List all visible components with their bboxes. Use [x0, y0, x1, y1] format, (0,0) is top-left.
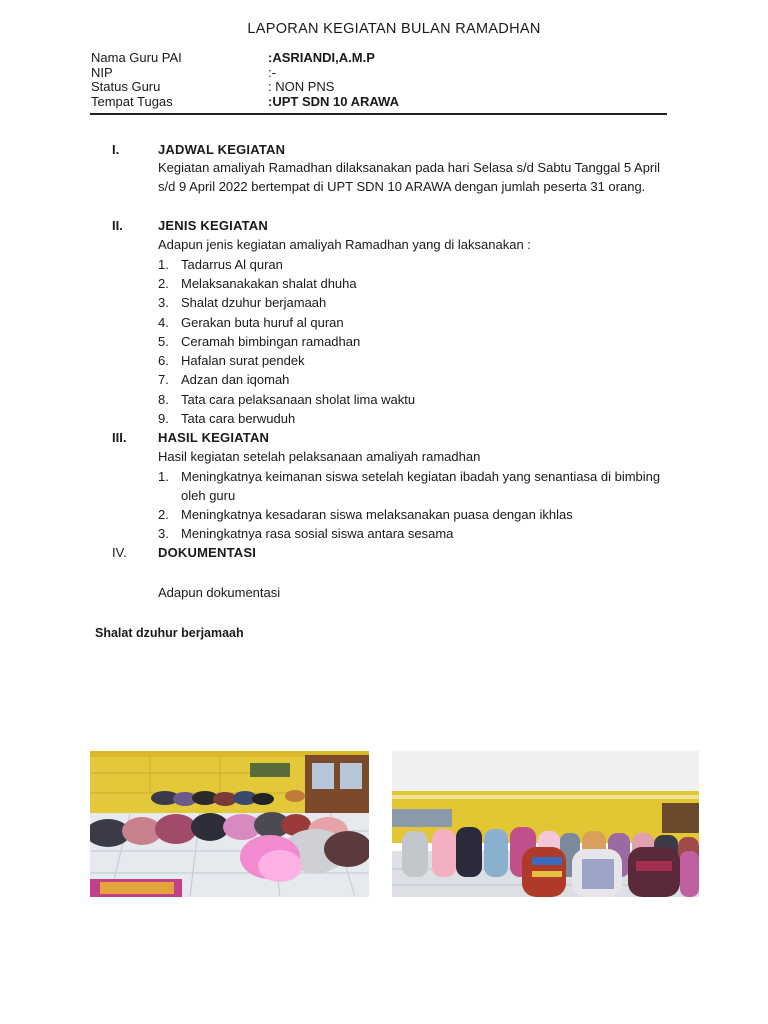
section-numeral: IV. [112, 545, 127, 560]
list-item: Tata cara berwuduh [181, 411, 296, 426]
section-heading: JADWAL KEGIATAN [158, 142, 286, 157]
list-number: 1. [158, 257, 169, 272]
photo-prayer-standing-image [392, 751, 699, 897]
section-heading: DOKUMENTASI [158, 545, 257, 560]
list-number: 6. [158, 353, 169, 368]
list-number: 8. [158, 392, 169, 407]
photo-caption: Shalat dzuhur berjamaah [95, 626, 244, 640]
document-title: LAPORAN KEGIATAN BULAN RAMADHAN [247, 21, 541, 37]
list-item: Meningkatnya kesadaran siswa melaksanakan puasa dengan ikhlas [181, 507, 573, 522]
section-numeral: II. [112, 218, 123, 233]
section-numeral: III. [112, 430, 127, 445]
list-item: Meningkatnya rasa sosial siswa antara sesama [181, 526, 454, 541]
info-label: Status Guru [91, 79, 161, 94]
section-heading: HASIL KEGIATAN [158, 430, 270, 445]
info-label: NIP [91, 64, 113, 80]
section-paragraph: s/d 9 April 2022 bertempat di UPT SDN 10 ARAWA dengan jumlah peserta 31 orang. [158, 179, 646, 194]
list-number: 7. [158, 372, 169, 387]
list-item: Tadarrus Al quran [181, 257, 283, 272]
info-label: Tempat Tugas [91, 93, 173, 109]
list-number: 9. [158, 411, 169, 426]
list-item-continuation: oleh guru [181, 488, 236, 503]
section-intro: Adapun jenis kegiatan amaliyah Ramadhan yang di laksanakan : [158, 237, 531, 252]
info-value: :ASRIANDI,A.M.P [268, 50, 375, 65]
photo-prayer-standing [392, 751, 699, 897]
list-item: Shalat dzuhur berjamaah [181, 295, 327, 310]
list-item: Hafalan surat pendek [181, 353, 305, 368]
list-number: 3. [158, 295, 169, 310]
list-item: Meningkatnya keimanan siswa setelah kegiatan ibadah yang senantiasa di bimbing [181, 469, 661, 484]
section-heading: JENIS KEGIATAN [158, 218, 268, 233]
section-paragraph: Kegiatan amaliyah Ramadhan dilaksanakan pada hari Selasa s/d Sabtu Tanggal 5 April [158, 160, 661, 175]
info-value: : NON PNS [268, 79, 335, 94]
list-number: 5. [158, 334, 169, 349]
info-value: :- [268, 64, 276, 80]
list-number: 4. [158, 315, 169, 330]
info-label: Nama Guru PAI [91, 50, 182, 65]
list-number: 3. [158, 526, 169, 541]
info-value: :UPT SDN 10 ARAWA [268, 93, 399, 109]
list-item: Ceramah bimbingan ramadhan [181, 334, 361, 349]
list-number: 2. [158, 276, 169, 291]
header-divider [90, 113, 667, 115]
photo-prayer-prostration-image [90, 751, 369, 897]
list-item: Gerakan buta huruf al quran [181, 315, 344, 330]
list-item: Adzan dan iqomah [181, 372, 290, 387]
list-number: 1. [158, 469, 169, 484]
list-item: Tata cara pelaksanaan sholat lima waktu [181, 392, 416, 407]
photo-prayer-prostration [90, 751, 369, 897]
section-intro: Hasil kegiatan setelah pelaksanaan amaliyah ramadhan [158, 449, 481, 464]
section-intro: Adapun dokumentasi [158, 585, 281, 600]
section-numeral: I. [112, 142, 120, 157]
list-item: Melaksanakakan shalat dhuha [181, 276, 357, 291]
list-number: 2. [158, 507, 169, 522]
